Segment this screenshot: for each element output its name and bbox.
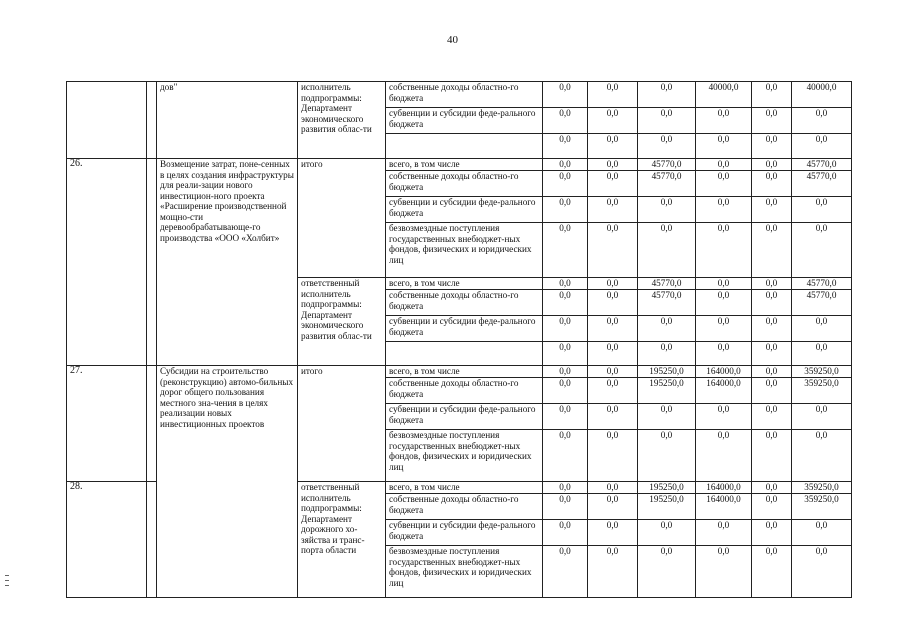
value-cell: 0,0 (588, 404, 638, 430)
value-cell: 0,0 (638, 430, 696, 482)
value-cell: 0,0 (588, 223, 638, 278)
row-number-cell: 26. (67, 159, 147, 366)
value-cell: 0,0 (752, 482, 792, 494)
funding-source-cell: субвенции и субсидии феде-рального бюджета (386, 316, 543, 342)
value-cell: 195250,0 (638, 366, 696, 378)
value-cell: 0,0 (588, 520, 638, 546)
value-cell: 0,0 (752, 108, 792, 134)
value-cell: 0,0 (752, 82, 792, 108)
value-cell: 0,0 (638, 82, 696, 108)
funding-source-cell: собственные доходы областно-го бюджета (386, 171, 543, 197)
value-cell: 0,0 (752, 366, 792, 378)
value-cell: 0,0 (543, 482, 588, 494)
value-cell: 45770,0 (638, 159, 696, 171)
funding-source-cell: собственные доходы областно-го бюджета (386, 378, 543, 404)
value-cell: 0,0 (588, 171, 638, 197)
value-cell: 0,0 (752, 494, 792, 520)
value-cell: 0,0 (792, 430, 852, 482)
value-cell: 45770,0 (792, 159, 852, 171)
value-cell: 359250,0 (792, 378, 852, 404)
value-cell: 0,0 (696, 316, 752, 342)
value-cell: 0,0 (752, 290, 792, 316)
funding-source-cell: субвенции и субсидии феде-рального бюджета (386, 197, 543, 223)
value-cell: 164000,0 (696, 494, 752, 520)
value-cell: 0,0 (638, 546, 696, 598)
spacer-cell (147, 82, 157, 159)
executor-cell: исполнитель подпрограммы: Департамент экономического развития облас-ти (298, 82, 386, 159)
value-cell: 45770,0 (792, 290, 852, 316)
funding-source-cell: всего, в том числе (386, 159, 543, 171)
row-number-cell (67, 82, 147, 159)
value-cell: 0,0 (696, 290, 752, 316)
table-row (67, 159, 852, 171)
value-cell: 0,0 (792, 223, 852, 278)
value-cell: 0,0 (588, 134, 638, 159)
value-cell: 0,0 (543, 108, 588, 134)
value-cell: 0,0 (752, 546, 792, 598)
value-cell: 0,0 (543, 430, 588, 482)
margin-mark (5, 585, 9, 586)
value-cell: 0,0 (588, 366, 638, 378)
value-cell: 0,0 (696, 342, 752, 366)
measure-name-cell: дов" (157, 82, 298, 159)
value-cell: 0,0 (792, 404, 852, 430)
value-cell: 0,0 (543, 546, 588, 598)
funding-source-cell: субвенции и субсидии феде-рального бюджета (386, 520, 543, 546)
value-cell: 0,0 (752, 404, 792, 430)
value-cell: 0,0 (792, 342, 852, 366)
value-cell: 0,0 (696, 278, 752, 290)
value-cell: 359250,0 (792, 494, 852, 520)
value-cell: 195250,0 (638, 494, 696, 520)
executor-cell: итого (298, 366, 386, 482)
value-cell: 0,0 (752, 159, 792, 171)
value-cell: 0,0 (752, 134, 792, 159)
value-cell: 0,0 (792, 108, 852, 134)
value-cell: 0,0 (752, 378, 792, 404)
spacer-cell (147, 159, 157, 366)
value-cell: 0,0 (588, 430, 638, 482)
value-cell: 0,0 (543, 197, 588, 223)
value-cell: 0,0 (588, 108, 638, 134)
value-cell: 0,0 (588, 290, 638, 316)
value-cell: 45770,0 (638, 278, 696, 290)
value-cell: 0,0 (543, 520, 588, 546)
value-cell: 0,0 (792, 520, 852, 546)
value-cell: 0,0 (752, 316, 792, 342)
value-cell: 0,0 (696, 546, 752, 598)
funding-source-cell (386, 342, 543, 366)
margin-mark (5, 580, 9, 581)
value-cell: 0,0 (752, 520, 792, 546)
value-cell: 0,0 (543, 223, 588, 278)
budget-table (66, 81, 852, 598)
value-cell: 0,0 (543, 290, 588, 316)
value-cell: 0,0 (638, 223, 696, 278)
value-cell: 0,0 (696, 134, 752, 159)
value-cell: 0,0 (543, 278, 588, 290)
value-cell: 0,0 (752, 430, 792, 482)
funding-source-cell: безвозмездные поступления государственных внебюджет-ных фондов, физических и юридических лиц (386, 223, 543, 278)
value-cell: 359250,0 (792, 366, 852, 378)
executor-cell: ответственный исполнитель подпрограммы: Департамент дорожного хо-зяйства и транс-порта области (298, 482, 386, 598)
funding-source-cell: субвенции и субсидии феде-рального бюджета (386, 404, 543, 430)
spacer-cell (147, 366, 157, 482)
funding-source-cell: всего, в том числе (386, 366, 543, 378)
margin-mark (5, 575, 9, 576)
value-cell: 0,0 (696, 108, 752, 134)
spacer-cell (147, 482, 157, 598)
value-cell: 0,0 (752, 171, 792, 197)
value-cell: 0,0 (792, 316, 852, 342)
value-cell: 0,0 (588, 316, 638, 342)
value-cell: 0,0 (752, 278, 792, 290)
value-cell: 359250,0 (792, 482, 852, 494)
value-cell: 40000,0 (696, 82, 752, 108)
funding-source-cell (386, 134, 543, 159)
value-cell: 195250,0 (638, 482, 696, 494)
funding-source-cell: собственные доходы областно-го бюджета (386, 494, 543, 520)
value-cell: 0,0 (543, 494, 588, 520)
value-cell: 0,0 (543, 134, 588, 159)
value-cell: 164000,0 (696, 378, 752, 404)
measure-name-cell: Субсидии на строительство (реконструкцию) автомо-бильных дорог общего пользования местного зна-чения в целях реализации новых инвестиционных проектов (157, 366, 298, 598)
value-cell: 0,0 (588, 378, 638, 404)
value-cell: 0,0 (696, 430, 752, 482)
funding-source-cell: субвенции и субсидии феде-рального бюджета (386, 108, 543, 134)
value-cell: 0,0 (638, 108, 696, 134)
value-cell: 0,0 (588, 159, 638, 171)
value-cell: 0,0 (792, 546, 852, 598)
funding-source-cell: всего, в том числе (386, 278, 543, 290)
value-cell: 164000,0 (696, 366, 752, 378)
value-cell: 0,0 (792, 197, 852, 223)
value-cell: 0,0 (543, 404, 588, 430)
value-cell: 0,0 (638, 134, 696, 159)
value-cell: 0,0 (696, 197, 752, 223)
value-cell: 0,0 (588, 342, 638, 366)
value-cell: 164000,0 (696, 482, 752, 494)
value-cell: 0,0 (543, 171, 588, 197)
executor-cell: ответственный исполнитель подпрограммы: Департамент экономического развития облас-ти (298, 278, 386, 366)
value-cell: 0,0 (752, 197, 792, 223)
funding-source-cell: безвозмездные поступления государственных внебюджет-ных фондов, физических и юридических лиц (386, 430, 543, 482)
value-cell: 45770,0 (638, 290, 696, 316)
value-cell: 0,0 (588, 494, 638, 520)
value-cell: 0,0 (588, 82, 638, 108)
value-cell: 195250,0 (638, 378, 696, 404)
funding-source-cell: всего, в том числе (386, 482, 543, 494)
executor-cell: итого (298, 159, 386, 278)
value-cell: 45770,0 (792, 278, 852, 290)
value-cell: 0,0 (543, 316, 588, 342)
value-cell: 45770,0 (792, 171, 852, 197)
value-cell: 40000,0 (792, 82, 852, 108)
value-cell: 0,0 (543, 82, 588, 108)
table-row (67, 82, 852, 108)
value-cell: 0,0 (792, 134, 852, 159)
value-cell: 0,0 (752, 223, 792, 278)
funding-source-cell: собственные доходы областно-го бюджета (386, 290, 543, 316)
value-cell: 0,0 (543, 378, 588, 404)
funding-source-cell: безвозмездные поступления государственных внебюджет-ных фондов, физических и юридических лиц (386, 546, 543, 598)
funding-source-cell: собственные доходы областно-го бюджета (386, 82, 543, 108)
value-cell: 0,0 (543, 342, 588, 366)
row-number-cell: 28. (67, 482, 147, 598)
value-cell: 0,0 (696, 223, 752, 278)
value-cell: 0,0 (638, 404, 696, 430)
measure-name-cell: Возмещение затрат, поне-сенных в целях создания инфраструктуры для реали-зации нового инвестицион-ного проекта «Расширение производственной мощно-сти деревообрабатывающе-го производства «ООО «Холбит» (157, 159, 298, 366)
value-cell: 0,0 (588, 546, 638, 598)
value-cell: 0,0 (543, 159, 588, 171)
value-cell: 45770,0 (638, 171, 696, 197)
value-cell: 0,0 (752, 342, 792, 366)
page-number: 40 (447, 34, 458, 46)
table-row (67, 366, 852, 378)
value-cell: 0,0 (638, 520, 696, 546)
value-cell: 0,0 (696, 159, 752, 171)
value-cell: 0,0 (638, 342, 696, 366)
value-cell: 0,0 (638, 316, 696, 342)
value-cell: 0,0 (543, 366, 588, 378)
value-cell: 0,0 (696, 171, 752, 197)
value-cell: 0,0 (696, 404, 752, 430)
value-cell: 0,0 (588, 197, 638, 223)
value-cell: 0,0 (588, 482, 638, 494)
value-cell: 0,0 (638, 197, 696, 223)
value-cell: 0,0 (588, 278, 638, 290)
value-cell: 0,0 (696, 520, 752, 546)
row-number-cell: 27. (67, 366, 147, 482)
